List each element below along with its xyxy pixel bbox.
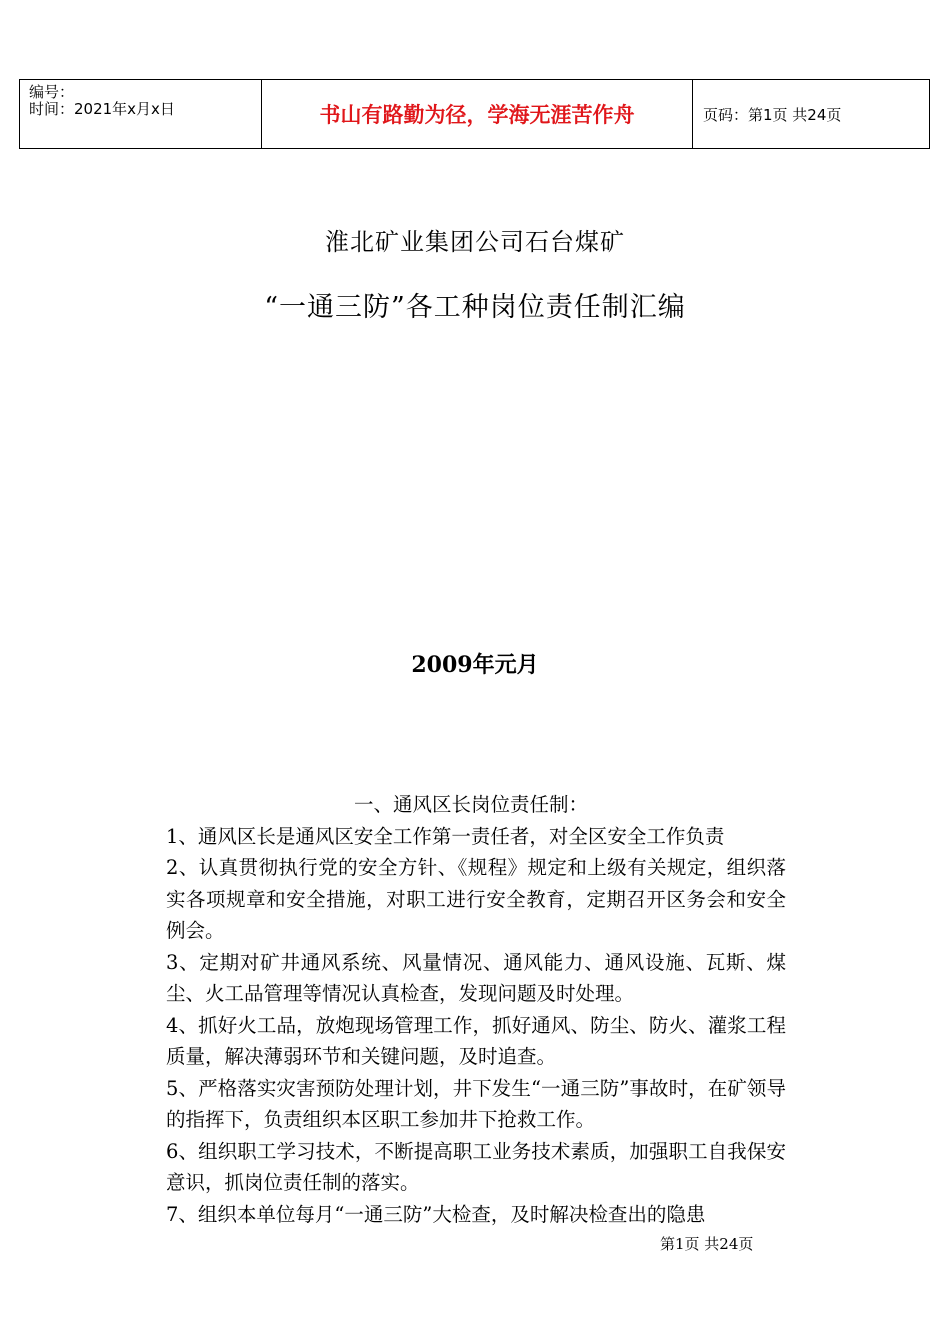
document-time-label: 时间：2021年x月x日 <box>29 100 175 118</box>
document-title: “一通三防”各工种岗位责任制汇编 <box>264 292 686 323</box>
header-meta-cell <box>20 80 262 149</box>
document-body <box>166 789 786 1230</box>
page-footer: 第1页 共24页 <box>660 1235 754 1253</box>
paragraph: 1、通风区长是通风区安全工作第一责任者，对全区安全工作负责 <box>166 824 725 848</box>
paragraph: 5、严格落实灾害预防处理计划，井下发生“一通三防”事故时，在矿领导的指挥下，负责组织本区职工参加井下抢救工作。 <box>166 1076 786 1131</box>
header-table <box>19 79 930 149</box>
paragraph: 7、组织本单位每月“一通三防”大检查，及时解决检查出的隐患 <box>166 1202 706 1226</box>
header-motto: 书山有路勤为径，学海无涯苦作舟 <box>262 80 693 149</box>
document-title-organization: 淮北矿业集团公司石台煤矿 <box>325 228 625 256</box>
header-page-info: 页码：第1页 共24页 <box>693 80 930 149</box>
document-date: 2009年元月 <box>411 652 539 678</box>
paragraph: 2、认真贯彻执行党的安全方针、《规程》规定和上级有关规定，组织落实各项规章和安全措施，对职工进行安全教育，定期召开区务会和安全例会。 <box>166 856 786 942</box>
document-number-label: 编号： <box>29 83 75 101</box>
paragraph: 3、定期对矿井通风系统、风量情况、通风能力、通风设施、瓦斯、煤尘、火工品管理等情况认真检查，发现问题及时处理。 <box>166 950 786 1005</box>
section-heading: 一、通风区长岗位责任制： <box>353 793 588 816</box>
paragraph: 4、抓好火工品，放炮现场管理工作，抓好通风、防尘、防火、灌浆工程质量，解决薄弱环节和关键问题，及时追查。 <box>166 1013 786 1068</box>
paragraph: 6、组织职工学习技术，不断提高职工业务技术素质，加强职工自我保安意识，抓岗位责任制的落实。 <box>166 1139 786 1194</box>
